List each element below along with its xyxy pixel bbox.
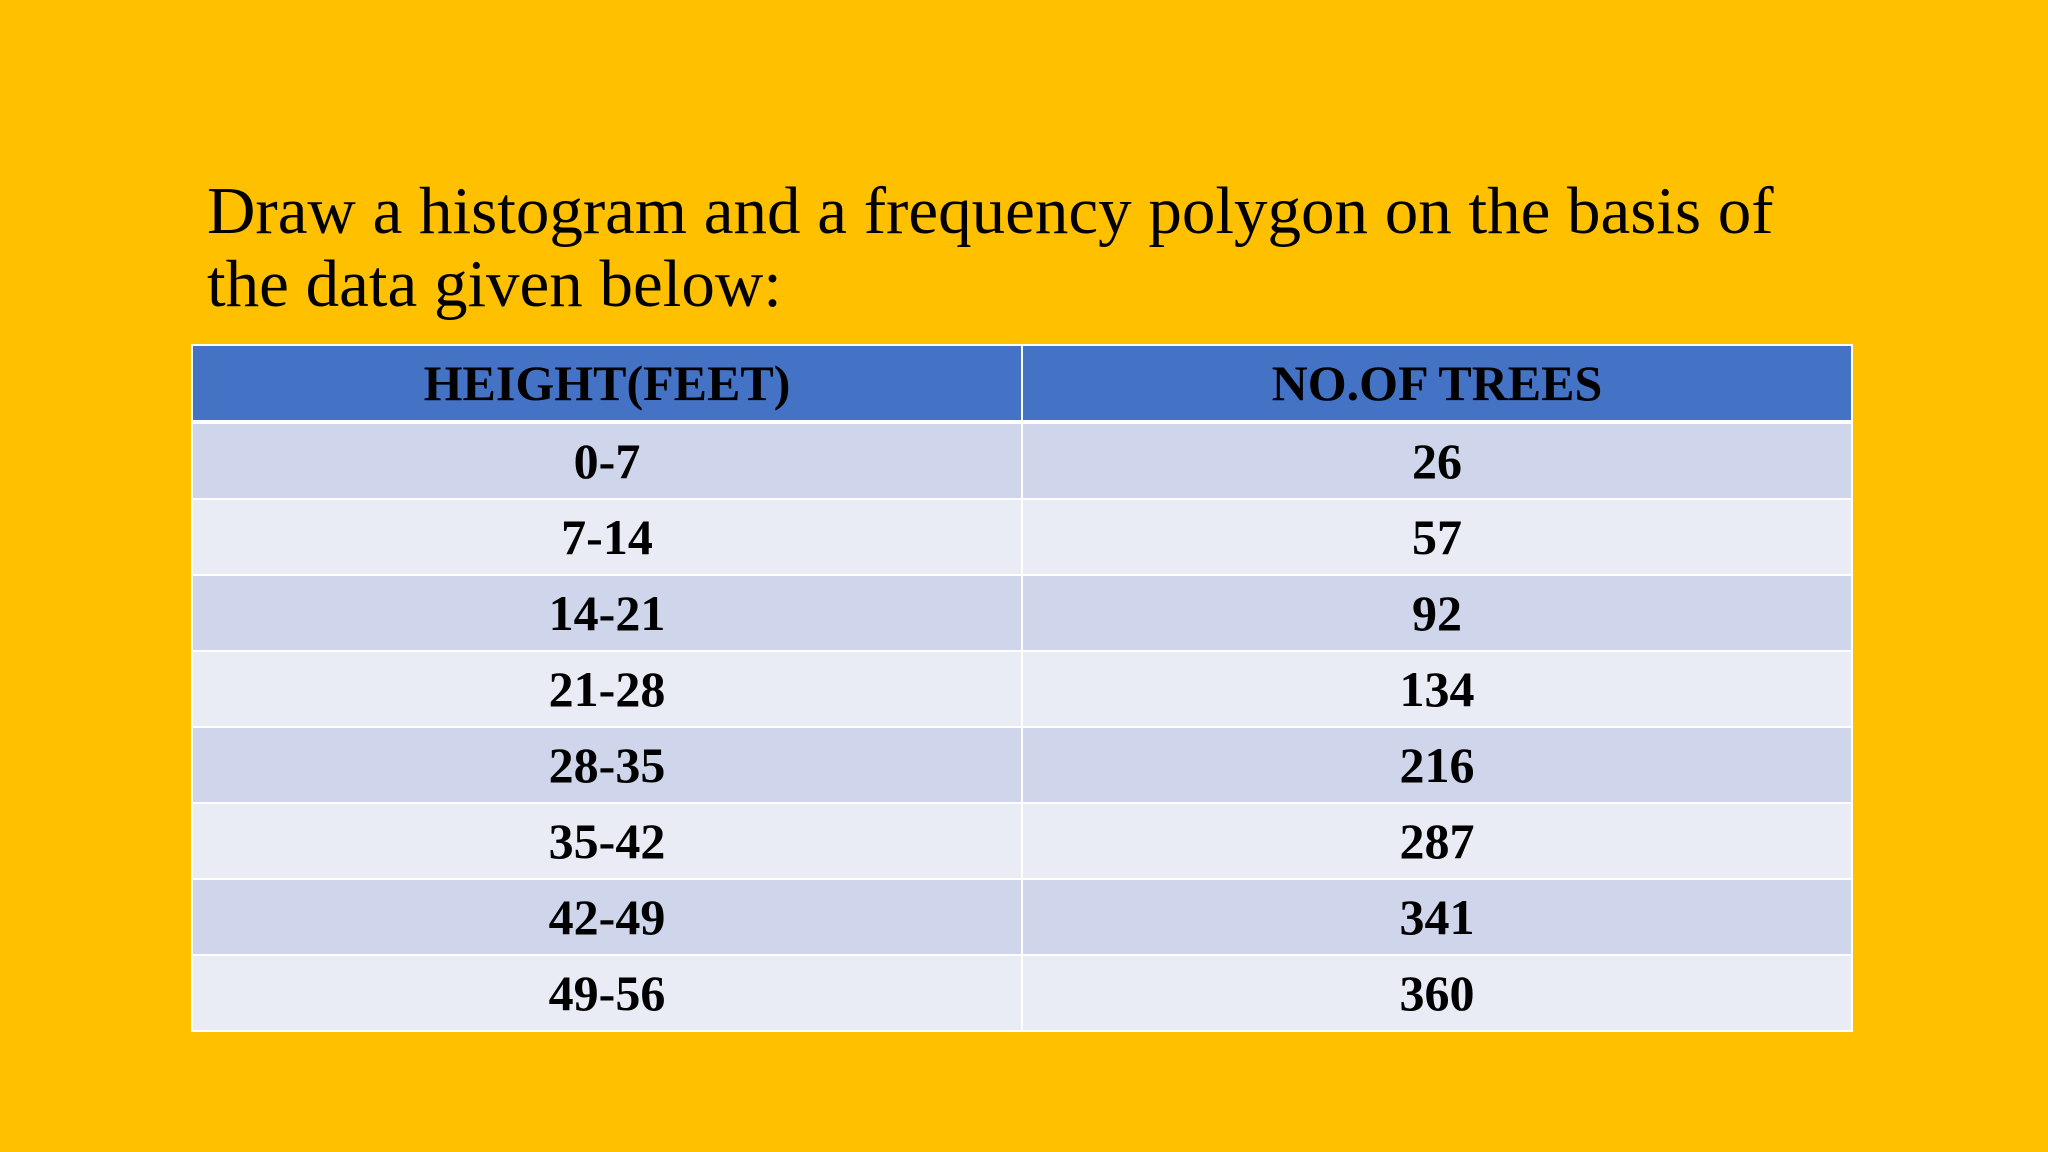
trees-cell: 341 xyxy=(1022,879,1852,955)
trees-cell: 92 xyxy=(1022,575,1852,651)
trees-cell: 360 xyxy=(1022,955,1852,1031)
trees-cell: 57 xyxy=(1022,499,1852,575)
table-row xyxy=(192,575,1852,651)
height-cell: 28-35 xyxy=(192,727,1022,803)
height-cell: 7-14 xyxy=(192,499,1022,575)
table-row xyxy=(192,803,1852,879)
table-row xyxy=(192,499,1852,575)
header-no-of-trees: NO.OF TREES xyxy=(1022,345,1852,422)
height-cell: 0-7 xyxy=(192,422,1022,499)
height-cell: 14-21 xyxy=(192,575,1022,651)
table-row xyxy=(192,651,1852,727)
trees-cell: 216 xyxy=(1022,727,1852,803)
height-cell: 35-42 xyxy=(192,803,1022,879)
table-row xyxy=(192,879,1852,955)
table-row xyxy=(192,422,1852,499)
height-cell: 49-56 xyxy=(192,955,1022,1031)
height-cell: 21-28 xyxy=(192,651,1022,727)
trees-cell: 287 xyxy=(1022,803,1852,879)
header-height: HEIGHT(FEET) xyxy=(192,345,1022,422)
trees-cell: 26 xyxy=(1022,422,1852,499)
table-row xyxy=(192,955,1852,1031)
question-text: Draw a histogram and a frequency polygon on the basis of the data given below: xyxy=(207,174,1774,321)
table-header-row xyxy=(192,345,1852,422)
frequency-table xyxy=(191,344,1853,1032)
table-row xyxy=(192,727,1852,803)
height-cell: 42-49 xyxy=(192,879,1022,955)
trees-cell: 134 xyxy=(1022,651,1852,727)
